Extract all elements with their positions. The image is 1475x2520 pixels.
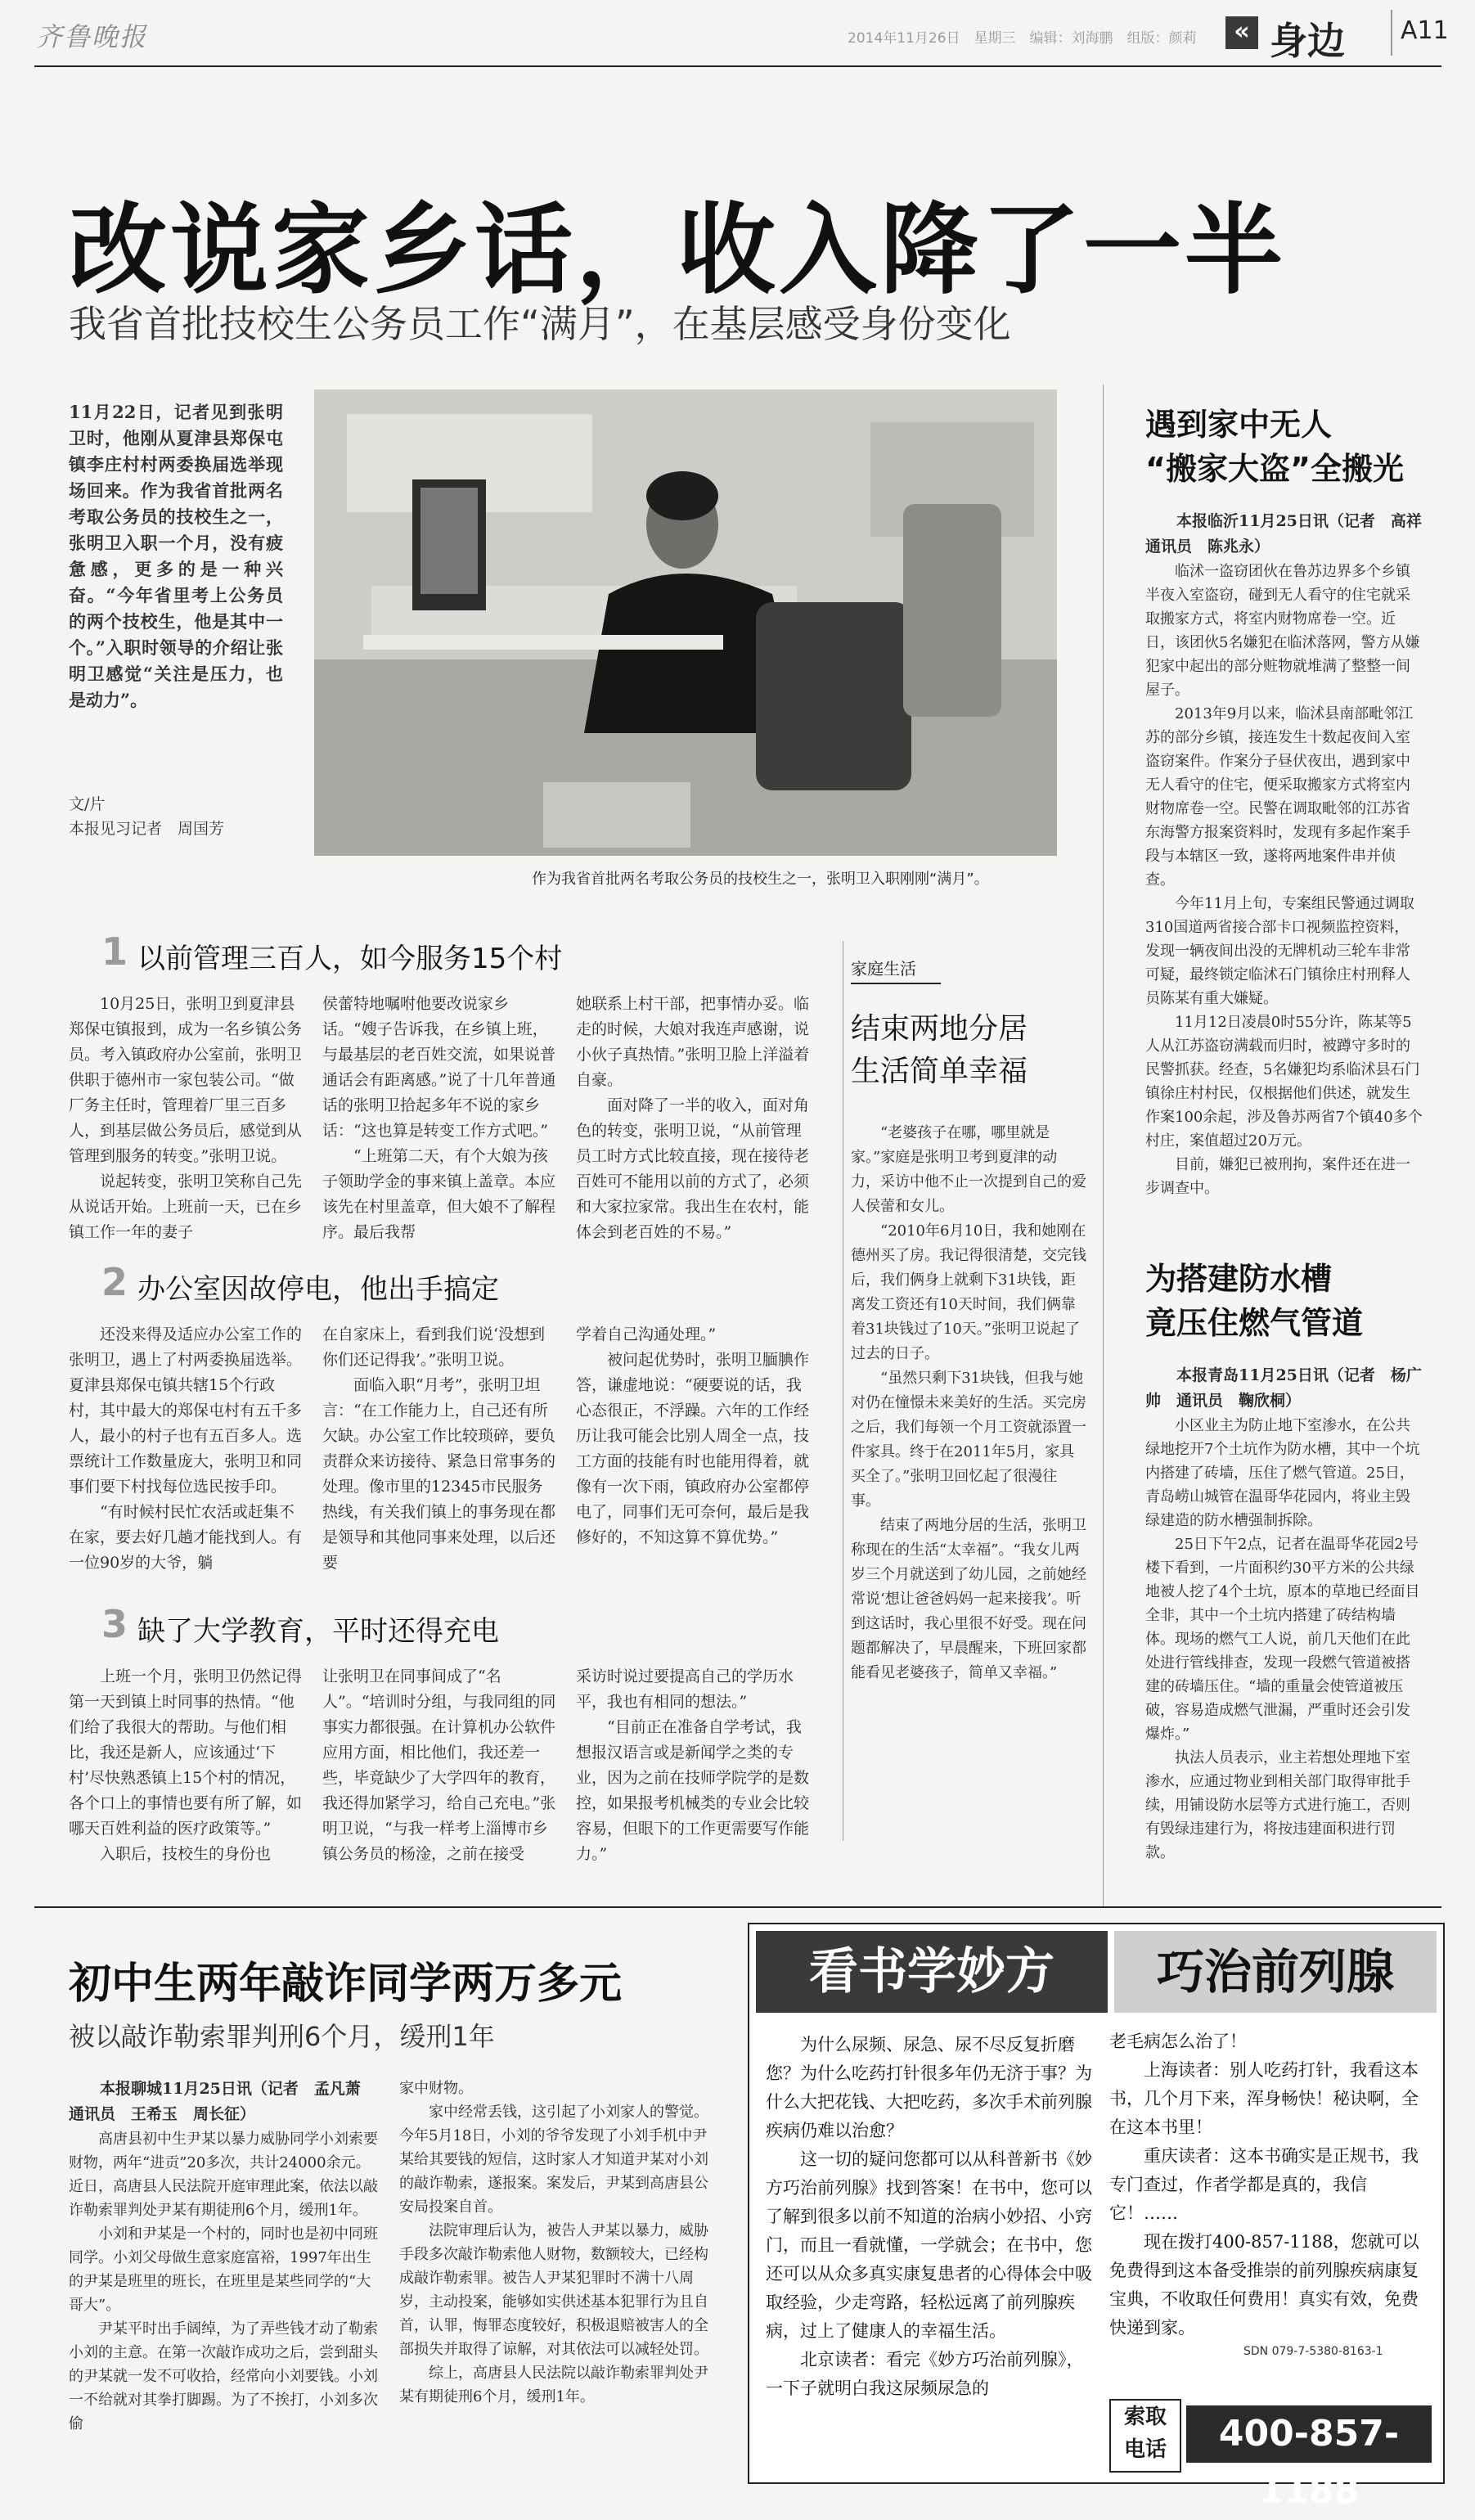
bottom-story — [69, 1931, 723, 2487]
ad-phone-number: 400-857-1188 — [1186, 2405, 1432, 2463]
bottom-byline: 本报聊城11月25日讯（记者 孟凡萧 通讯员 王希玉 周长征） — [69, 2080, 376, 2123]
section-name: 身边 — [1270, 19, 1345, 63]
page-number: A11 — [1401, 16, 1449, 45]
section-col-2: 让张明卫在同事间成了“名人”。“培训时分组，与我同组的同事实力都很强。在计算机办公软件应用方面，相比他们，我还差一些，毕竟缺少了大学四年的教育，我还得加紧学习，给自己充电。”张明卫说，“与我一样考上淄博市乡镇公务员的杨淦，之前在接受 — [322, 1667, 556, 1863]
office-scene-illustration — [314, 389, 1057, 856]
section-title: 办公室因故停电，他出手搞定 — [137, 1273, 499, 1306]
bottom-col-1: 高唐县初中生尹某以暴力威胁同学小刘索要财物，两年“进贡”20多次，共计24000余元。近日，高唐县人民法院开庭审理此案，依法以敲诈勒索罪判处尹某有期徒刑6个月，缓刑1年。 小刘和尹某是一个村的，同时也是初中同班同学。小刘父母做生意家庭富裕，1997年出生的尹某是班里的班长，在班里是某些同学的“大哥大”。 尹某平时出手阔绰，为了弄些钱才动了勒索小刘的主意。在第一次敲诈成功之后，尝到甜头的尹某就一发不可收拾，经常向小刘要钱。小刘一不给就对其拳打脚踢。为了不挨打，小刘多次偷 — [69, 2131, 378, 2432]
lead-byline — [69, 792, 224, 841]
section-col-2: 侯蕾特地嘱咐他要改说家乡话。“嫂子告诉我，在乡镇上班，与最基层的老百姓交流，如果说普通话会有距离感。”说了十几年普通话的张明卫拾起多年不说的家乡话：“这也算是转变工作方式吧。” “上班第二天，有个大娘为孩子领助学金的事来镇上盖章。本应该先在村里盖章，但大娘不了解程序。最后我帮 — [322, 995, 556, 1241]
byline-type: 文/片 — [69, 795, 106, 813]
lead-headline: 改说家乡话，收入降了一半 — [69, 194, 1286, 308]
bottom-subhead: 被以敲诈勒索罪判刑6个月，缓刑1年 — [69, 2021, 495, 2052]
pipe-body: 小区业主为防止地下室渗水，在公共绿地挖开7个土坑作为防水槽，其中一个坑内搭建了砖墙，压住了燃气管道。25日，青岛崂山城管在温哥华花园内，将业主毁绿建造的防水槽强制拆除。 25日下午2点，记者在温哥华花园2号楼下看到，一片面积约30平方米的公共绿地被人挖了4个土坑，原本的草地已经面目全非，其中一个土坑内搭建了砖结构墙体。现场的燃气工人说，前几天他们在此处进行管线排查，发现一段燃气管道被搭建的砖墙压住。“墙的重量会使管道被压破，容易造成燃气泄漏，严重时还会引发爆炸。” 执法人员表示，业主若想处理地下室渗水，应通过物业到相关部门取得审批手续，用铺设防水层等方式进行施工，否则有毁绿违建行为，将按违建面积进行罚款。 — [1145, 1417, 1420, 1861]
lead-subhead: 我省首批技校生公务员工作“满月”，在基层感受身份变化 — [69, 302, 1011, 346]
theft-body: 临沭一盗窃团伙在鲁苏边界多个乡镇半夜入室盗窃，碰到无人看守的住宅就采取搬家方式，将室内财物席卷一空。近日，该团伙5名嫌犯在临沭落网，警方从嫌犯家中起出的部分赃物就堆满了整整一间屋子。 2013年9月以来，临沭县南部毗邻江苏的部分乡镇，接连发生十数起夜间入室盗窃案件。作案分子昼伏夜出，遇到家中无人看守的住宅，便采取搬家方式将室内财物席卷一空。民警在调取毗邻的江苏省东海警方报案资料时，发现有多起作案手段与本辖区一致，遂将两地案件串并侦查。 今年11月上旬，专案组民警通过调取310国道两省接合部卡口视频监控资料，发现一辆夜间出没的无牌机动三轮车非常可疑，最终锁定临沭石门镇徐庄村刑释人员陈某有重大嫌疑。 11月12日凌晨0时55分许，陈某等5人从江苏盗窃满载而归时，被蹲守多时的民警抓获。经查，5名嫌犯均系临沭县石门镇徐庄村村民，仅根据他们供述，就发生作案100余起，涉及鲁苏两省7个镇40多个村庄，案值超过20万元。 目前，嫌犯已被刑拘，案件还在进一步调查中。 — [1145, 563, 1423, 1197]
bottom-col-2: 家中财物。 家中经常丢钱，这引起了小刘家人的警觉。今年5月18日，小刘的爷爷发现了小刘手机中尹某给其要钱的短信，这时家人才知道尹某对小刘的敲诈勒索，遂报案。案发后，尹某到高唐县公安局投案自首。 法院审理后认为，被告人尹某以暴力，威胁手段多次敲诈勒索他人财物，数额较大，已经构成敲诈勒索罪。被告人尹某犯罪时不满十八周岁，主动投案，能够如实供述基本犯罪行为且自首，认罪，悔罪态度较好，积极退赔被害人的全部损失并取得了谅解，对其依法可以减轻处罚。 综上，高唐县人民法院以敲诈勒索罪判处尹某有期徒刑6个月，缓刑1年。 — [399, 2080, 708, 2405]
section-title: 缺了大学教育，平时还得充电 — [137, 1615, 499, 1648]
bottom-headline: 初中生两年敲诈同学两万多元 — [69, 1960, 623, 2009]
family-title: 结束两地分居 生活简单幸福 — [851, 1012, 1028, 1088]
ad-col-1: 为什么尿频、尿急、尿不尽反复折磨您？为什么吃药打针很多年仍无济于事？为什么大把花钱、大把吃药，多次手术前列腺疾病仍难以治愈？ 这一切的疑问您都可以从科普新书《妙方巧治前列腺》找到答案！在书中，您可以了解到很多以前不知道的治病小妙招、小窍门，而且一看就懂，一学就会；在书中，您还可以从众多真实康复患者的心得体会中吸取经验，少走弯路，轻松远离了前列腺疾病，过上了健康人的幸福生活。 北京读者：看完《妙方巧治前列腺》，一下子就明白我这尿频尿急的 — [766, 2035, 1092, 2398]
section-title: 以前管理三百人，如今服务15个村 — [137, 943, 563, 975]
ad-phone-label: 索取 电话 — [1109, 2399, 1181, 2473]
section-1 — [69, 929, 830, 1273]
section-col-1: 10月25日，张明卫到夏津县郑保屯镇报到，成为一名乡镇公务员。考入镇政府办公室前，张明卫供职于德州市一家包装公司。“做厂务主任时，管理着厂里三百多人，到基层做公务员后，感觉到从管理到服务的转变。”张明卫说。 说起转变，张明卫笑称自己先从说话开始。上班前一天，已在乡镇工作一年的妻子 — [69, 995, 303, 1241]
pipe-story — [1145, 1244, 1423, 1898]
masthead-rule — [34, 65, 1441, 67]
section-number: 2 — [101, 1260, 128, 1304]
masthead — [0, 0, 1475, 65]
theft-byline: 本报临沂11月25日讯（记者 高祥 通讯员 陈兆永） — [1145, 512, 1437, 556]
section-badge: « — [1225, 16, 1258, 49]
photo-caption: 作为我省首批两名考取公务员的技校生之一，张明卫入职刚刚“满月”。 — [532, 871, 989, 888]
pipe-title: 为搭建防水槽 竟压住燃气管道 — [1145, 1261, 1364, 1341]
section-2 — [69, 1260, 830, 1604]
lead-photo — [314, 389, 1057, 856]
paper-logo: 齐鲁晚报 — [36, 21, 148, 52]
section-col-2: 在自家床上，看到我们说‘没想到你们还记得我’。”张明卫说。 面临入职“月考”，张明卫坦言：“在工作能力上，自己还有所欠缺。办公室工作比较琐碎，要负责群众来访接待、紧急日常事务的处理。像市里的12345市民服务热线，有关我们镇上的事务现在都是领导和其他同事来处理，以后还要 — [322, 1325, 556, 1572]
section-col-3: 采访时说过要提高自己的学历水平，我也有相同的想法。” “目前正在准备自学考试，我想报汉语言或是新闻学之类的专业，因为之前在技师学院学的是数控，如果报考机械类的专业会比较容易，但眼下的工作更需要写作能力。” — [576, 1667, 810, 1863]
pipe-byline: 本报青岛11月25日讯（记者 杨广帅 通讯员 鞠欣桐） — [1145, 1366, 1422, 1410]
lead-intro: 11月22日，记者见到张明卫时，他刚从夏津县郑保屯镇李庄村村两委换届选举现场回来。作为我省首批两名考取公务员的技校生之一，张明卫入职一个月，没有疲惫感，更多的是一种兴奋。“今年省里考上公务员的两个技校生，他是其中一个。”入职时领导的介绍让张明卫感觉“关注是压力，也是动力”。 — [69, 402, 283, 710]
theft-title: 遇到家中无人 “搬家大盗”全搬光 — [1145, 407, 1404, 487]
ad-title-right: 巧治前列腺 — [1114, 1931, 1437, 2013]
section-col-3: 她联系上村干部，把事情办妥。临走的时候，大娘对我连声感谢，说小伙子真热情。”张明卫脸上洋溢着自豪。 面对降了一半的收入，面对角色的转变，张明卫说，“从前管理员工时方式比较直接，现在接待老百姓可不能用以前的方式了，必须和大家拉家常。我出生在农村，能体会到老百姓的不易。” — [576, 995, 810, 1241]
family-sidebar — [851, 941, 1088, 1841]
family-body: “老婆孩子在哪，哪里就是家。”家庭是张明卫考到夏津的动力，采访中他不止一次提到自己的爱人侯蕾和女儿。 “2010年6月10日，我和她刚在德州买了房。我记得很清楚，交完钱后，我们俩身上就剩下31块钱，距离发工资还有10天时间，我们俩靠着31块钱过了10天。”张明卫说起了过去的日子。 “虽然只剩下31块钱，但我与她对仍在憧憬未来美好的生活。买完房之后，我们每领一个月工资就添置一件家具。终于在2011年5月，家具买全了。”张明卫回忆起了很漫往事。 结束了两地分居的生活，张明卫称现在的生活“太幸福”。“我女儿两岁三个月就送到了幼儿园，之前她经常说‘想让爸爸妈妈一起来接我’。听到这话时，我心里很不好受。现在问题都解决了，早晨醒来，下班回家都能看见老婆孩子，简单又幸福。” — [851, 1124, 1086, 1681]
section-3 — [69, 1602, 830, 1897]
ad-title-left: 看书学妙方 — [756, 1931, 1108, 2013]
family-tag: 家庭生活 — [851, 956, 941, 984]
section-col-3: 学着自己沟通处理。” 被问起优势时，张明卫腼腆作答，谦虚地说：“硬要说的话，我心态很正，不浮躁。六年的工作经历让我可能会比别人周全一点，技工方面的技能有时也能用得着，就像有一次下雨，镇政府办公室都停电了，同事们无可奈何，最后是我修好的，不知这算不算优势。” — [576, 1325, 810, 1546]
section-col-1: 还没来得及适应办公室工作的张明卫，遇上了村两委换届选举。夏津县郑保屯镇共辖15个行政村，其中最大的郑保屯村有五千多人，最小的村子也有五百多人。选票统计工作数量庞大，张明卫和同事们要下村找每位选民按手印。 “有时候村民忙农活或赶集不在家，要去好几趟才能找到人。有一位90岁的大爷，躺 — [69, 1325, 303, 1572]
issue-info: 2014年11月26日 星期三 编辑：刘海鹏 组版：颜莉 — [848, 30, 1197, 47]
ad-book-code: SDN 079-7-5380-8163-1 — [1243, 2345, 1383, 2358]
section-number: 3 — [101, 1602, 128, 1646]
section-col-1: 上班一个月，张明卫仍然记得第一天到镇上时同事的热情。“他们给了我很大的帮助。与他们相比，我还是新人，应该通过‘下村’尽快熟悉镇上15个村的情况，各个口上的事情也要有所了解，如哪天百姓利益的医疗政策等。” 入职后，技校生的身份也 — [69, 1667, 303, 1863]
ad-col-2: 老毛病怎么治了！ 上海读者：别人吃药打针，我看这本书，几个月下来，浑身畅快！秘诀啊，全在这本书里！ 重庆读者：这本书确实是正规书，我专门查过，作者学都是真的，我信它！…… 现在拨打400-857-1188，您就可以免费得到这本备受推崇的前列腺疾病康复宝典，不收取任何费用！真实有效，免费快递到家。 — [1109, 2032, 1419, 2338]
byline-reporter: 本报见习记者 周国芳 — [69, 820, 225, 838]
section-number: 1 — [101, 929, 128, 974]
book-advertisement — [748, 1923, 1445, 2512]
theft-story — [1145, 393, 1437, 1197]
